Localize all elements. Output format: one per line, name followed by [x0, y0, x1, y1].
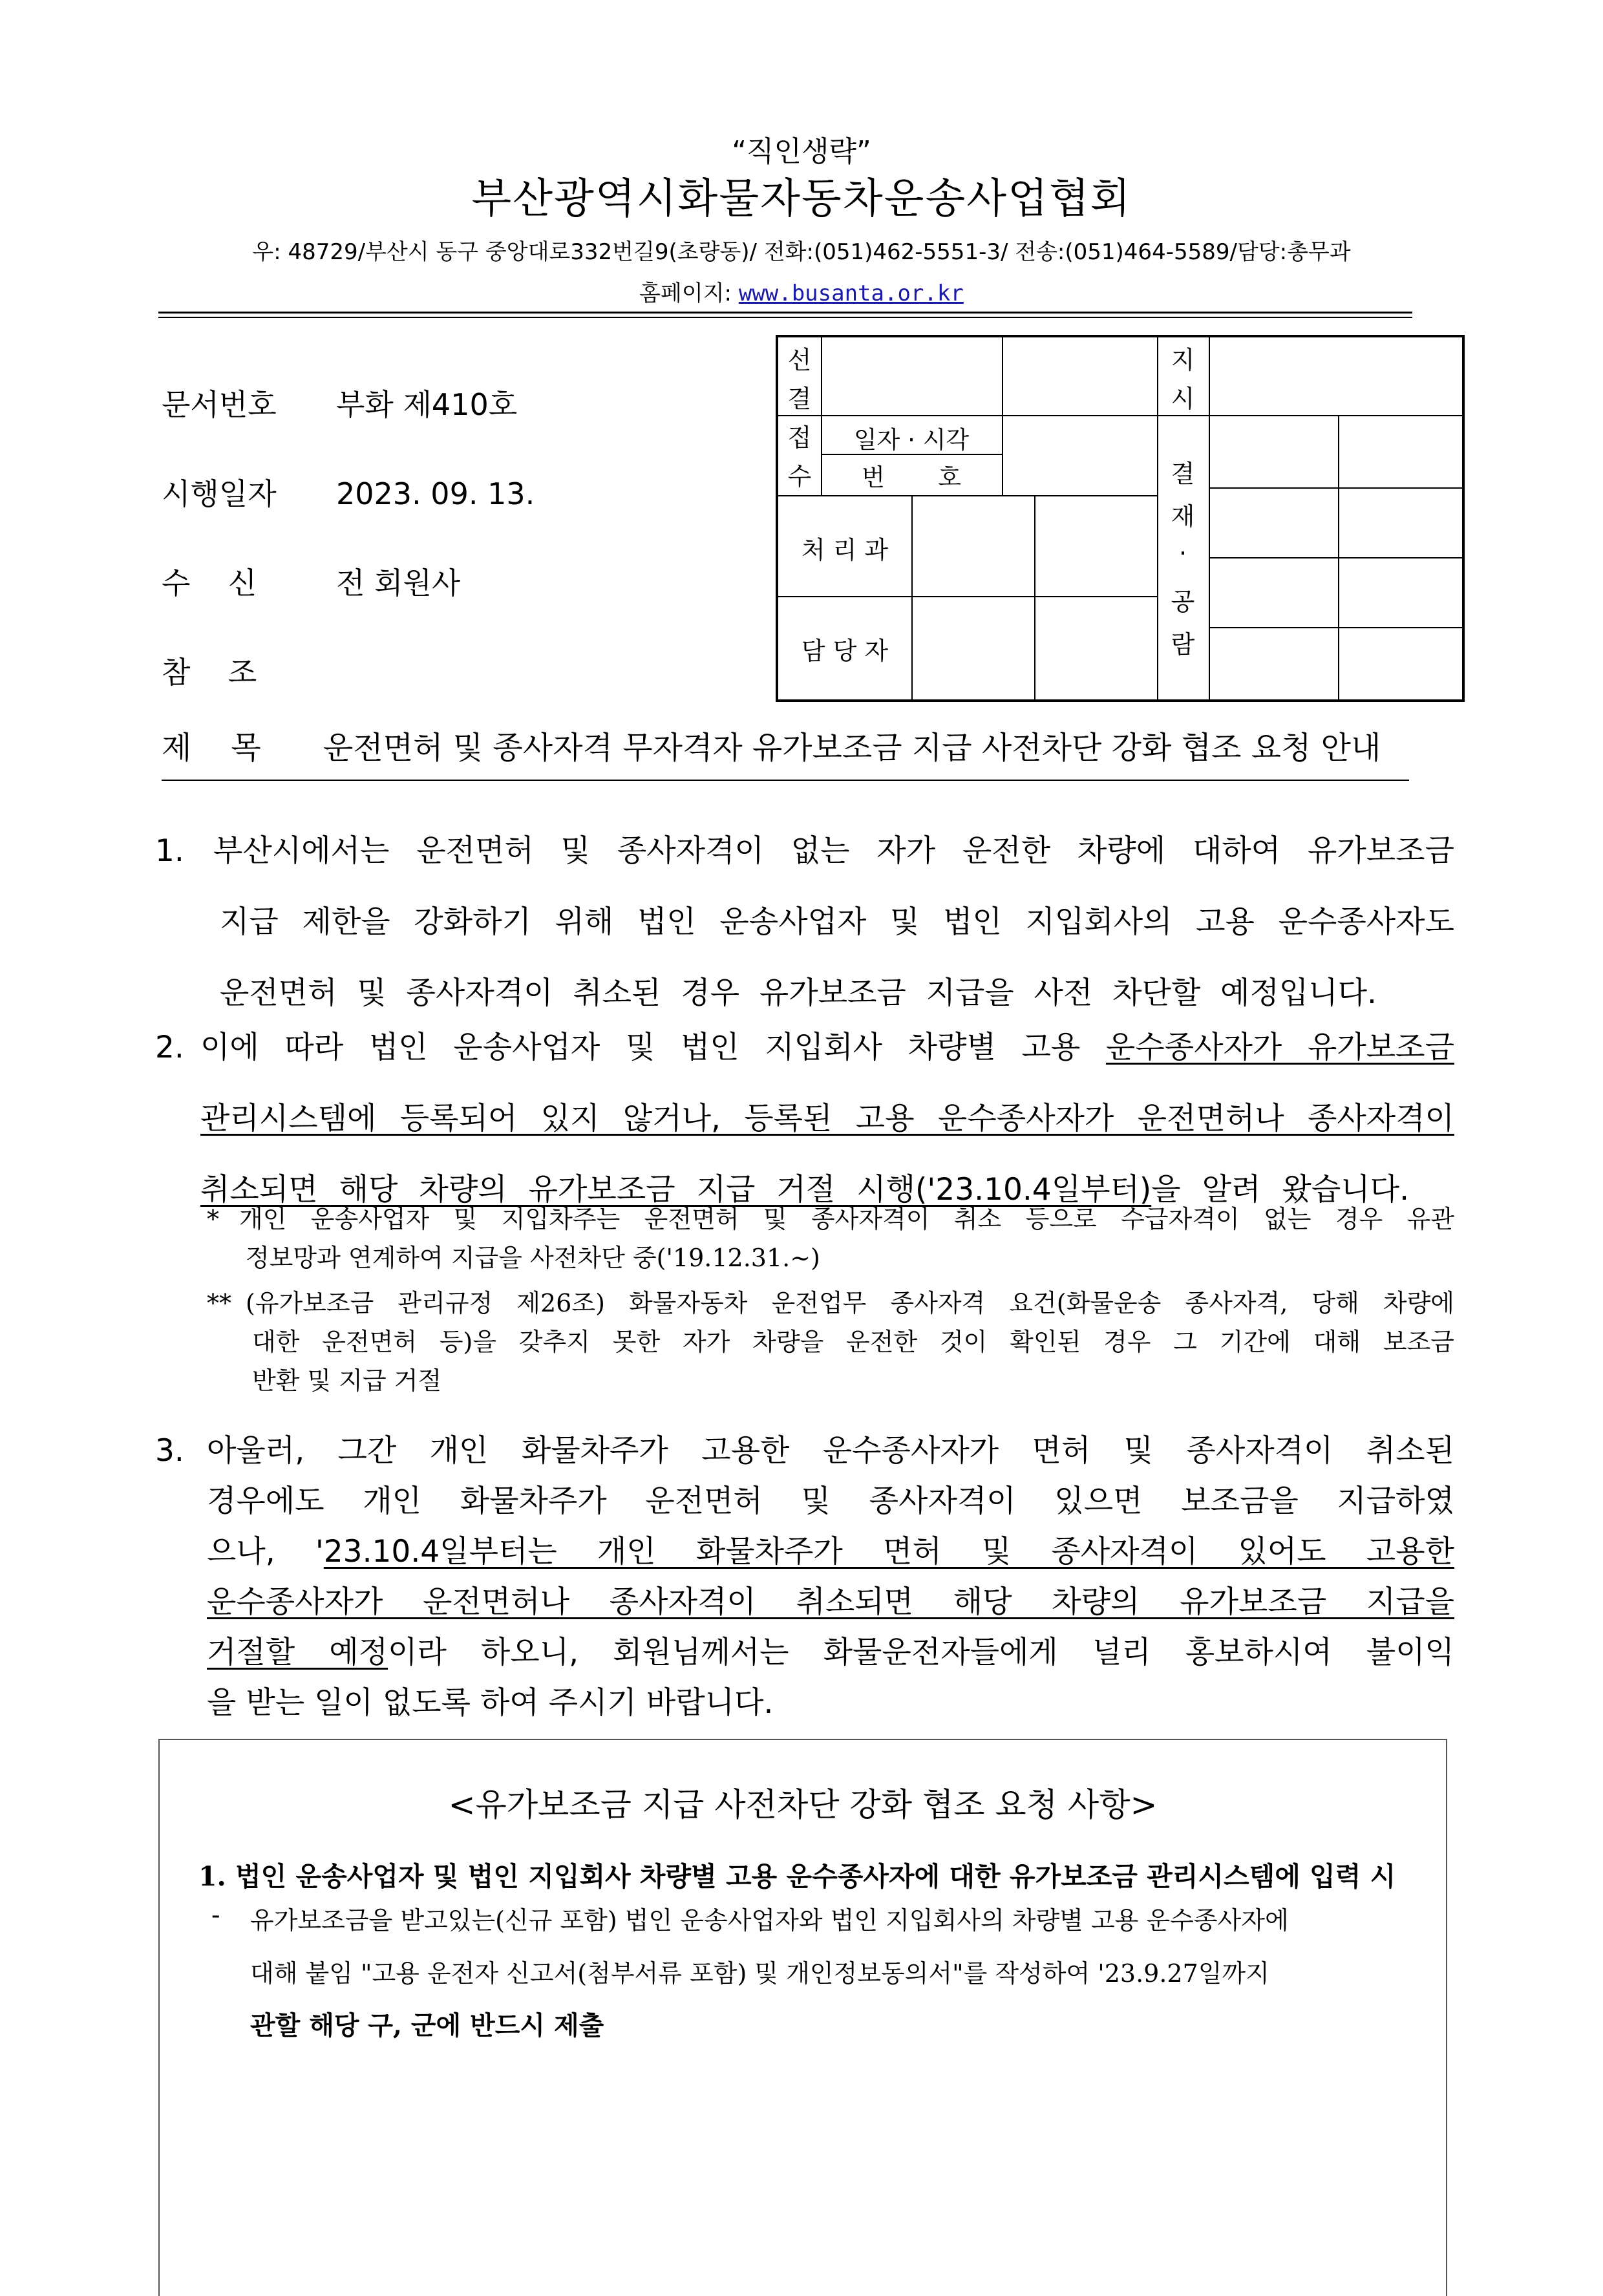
request-item-1-sub: 관할 해당 구, 군에 반드시 제출: [250, 2010, 604, 2041]
approval-ji: 지: [1171, 346, 1195, 374]
note-1-line: 정보망과 연계하여 지급을 사전차단 중('19.12.31.~): [246, 1244, 820, 1272]
approval-gyeol: 결: [787, 385, 812, 413]
paragraph-3-line: 운수종사자가 운전면허나 종사자격이 취소되면 해당 차량의 유가보조금 지급을: [207, 1584, 1454, 1620]
approval-seon: 선: [787, 346, 812, 374]
request-box-title: <유가보조금 지급 사전차단 강화 협조 요청 사항>: [448, 1786, 1158, 1823]
paragraph-2-number: 2.: [155, 1030, 184, 1065]
slogan: “직인생략”: [732, 135, 871, 168]
homepage-link[interactable]: www.busanta.or.kr: [738, 281, 964, 306]
processing-dept-label: 처 리 과: [801, 536, 889, 564]
subject-value: 운전면허 및 종사자격 무자격자 유가보조금 지급 사전차단 강화 협조 요청 안내: [323, 730, 1381, 766]
paragraph-3-line: 경우에도 개인 화물차주가 운전면허 및 종사자격이 있으면 보조금을 지급하였: [207, 1483, 1454, 1519]
homepage-label: 홈페이지:: [639, 281, 732, 306]
approval-ram: 람: [1171, 630, 1195, 659]
date-label: 시행일자: [162, 476, 277, 511]
receipt-number: 번 호: [862, 463, 961, 491]
subject-row: [162, 723, 1381, 767]
paragraph-3-line: 으나, '23.10.4일부터는 개인 화물차주가 면허 및 종사자격이 있어도 고용한: [207, 1534, 1454, 1569]
header-divider-top: [158, 312, 1412, 314]
org-name: 부산광역시화물자동차운송사업협회: [471, 175, 1132, 223]
paragraph-1-line: 운전면허 및 종사자격이 취소된 경우 유가보조금 지급을 사전 차단할 예정입니다.: [220, 975, 1377, 1011]
date-row: [162, 471, 535, 513]
approval-si: 시: [1171, 385, 1195, 413]
request-item-1: 1. 법인 운송사업자 및 법인 지입회사 차량별 고용 운수종사자에 대한 유가보조금 관리시스템에 입력 시: [198, 1861, 1396, 1892]
request-item-1-sub: 대해 붙임 "고용 운전자 신고서(첨부서류 포함) 및 개인정보동의서"를 작성하여 '23.9.27일까지: [250, 1959, 1269, 1988]
paragraph-2: [155, 1012, 1454, 1226]
note-2-line: 대한 운전면허 등)을 갖추지 못한 자가 차량을 운전한 것이 확인된 경우 그 기간에 대해 보조금: [252, 1328, 1454, 1356]
approval-dot: ·: [1178, 539, 1187, 568]
paragraph-2-line-3: 취소되면 해당 차량의 유가보조금 지급 거절 시행('23.10.4일부터)을 알려 왔습니다.: [200, 1172, 1410, 1207]
person-in-charge-label: 담 당 자: [801, 637, 889, 665]
recipient-value: 전 회원사: [336, 566, 461, 601]
receipt-su: 수: [787, 462, 812, 491]
paragraph-3-number: 3.: [155, 1433, 184, 1469]
recipient-row: [162, 560, 460, 602]
approval-box: [776, 335, 1465, 702]
recipient-label: 수 신: [162, 566, 257, 601]
doc-number-label: 문서번호: [162, 387, 277, 422]
doc-number-row: [162, 381, 517, 424]
paragraph-1-line: 지급 제한을 강화하기 위해 법인 운송사업자 및 법인 지입회사의 고용 운수종사자도: [220, 904, 1454, 940]
header-divider-bottom: [158, 317, 1412, 318]
paragraph-1: [155, 816, 1454, 1029]
paragraph-3-line: 을 받는 일이 없도록 하여 주시기 바랍니다.: [207, 1685, 774, 1721]
paragraph-2-line-1: 이에 따라 법인 운송사업자 및 법인 지입회사 차량별 고용 운수종사자가 유가보조금: [200, 1030, 1454, 1065]
note-2: [207, 1284, 1454, 1400]
note-1-mark: *: [207, 1205, 219, 1233]
paragraph-3-line: 거절할 예정이라 하오니, 회원님께서는 화물운전자들에게 널리 홍보하시여 불이익: [207, 1635, 1454, 1670]
subject-divider: [162, 780, 1409, 781]
note-2-line: 반환 및 지급 거절: [252, 1366, 442, 1395]
homepage-line: [0, 275, 1603, 307]
receipt-jeop: 접: [787, 423, 812, 452]
reference-row: [162, 649, 336, 692]
request-box: [158, 1739, 1447, 2296]
note-1: [207, 1200, 1454, 1277]
paragraph-3-line: 아울러, 그간 개인 화물차주가 고용한 운수종사자가 면허 및 종사자격이 취소된: [207, 1433, 1454, 1469]
approval-gong: 공: [1171, 588, 1195, 616]
subject-label: 제 목: [162, 730, 261, 766]
paragraph-1-number: 1.: [155, 833, 184, 869]
approval-jae: 재: [1171, 502, 1195, 531]
date-value: 2023. 09. 13.: [336, 476, 535, 511]
note-2-line: (유가보조금 관리규정 제26조) 화물자동차 운전업무 종사자격 요건(화물운송 종사자격, 당해 차량에: [246, 1289, 1454, 1317]
request-item-1-sub: 유가보조금을 받고있는(신규 포함) 법인 운송사업자와 법인 지입회사의 차량별 고용 운수종사자에: [250, 1906, 1289, 1935]
paragraph-2-line-2: 관리시스템에 등록되어 있지 않거나, 등록된 고용 운수종사자가 운전면허나 종사자격이: [200, 1101, 1454, 1136]
note-2-mark: **: [207, 1289, 231, 1317]
approval-gyeol2: 결: [1171, 460, 1195, 488]
note-1-line: 개인 운송사업자 및 지입차주는 운전면허 및 종사자격이 취소 등으로 수급자격이 없는 경우 유관: [239, 1205, 1454, 1233]
receipt-date-time: 일자 · 시각: [853, 426, 970, 454]
paragraph-1-line: 부산시에서는 운전면허 및 종사자격이 없는 자가 운전한 차량에 대하여 유가보조금: [213, 833, 1454, 869]
paragraph-3: [155, 1426, 1454, 1728]
contact-info: 우: 48729/부산시 동구 중앙대로332번길9(초량동)/ 전화:(051)462-5551-3/ 전송:(051)464-5589/담당:총무과: [252, 239, 1351, 265]
doc-number-value: 부화 제410호: [336, 387, 518, 422]
reference-label: 참 조: [162, 655, 257, 690]
dash-bullet: -: [211, 1900, 220, 1930]
